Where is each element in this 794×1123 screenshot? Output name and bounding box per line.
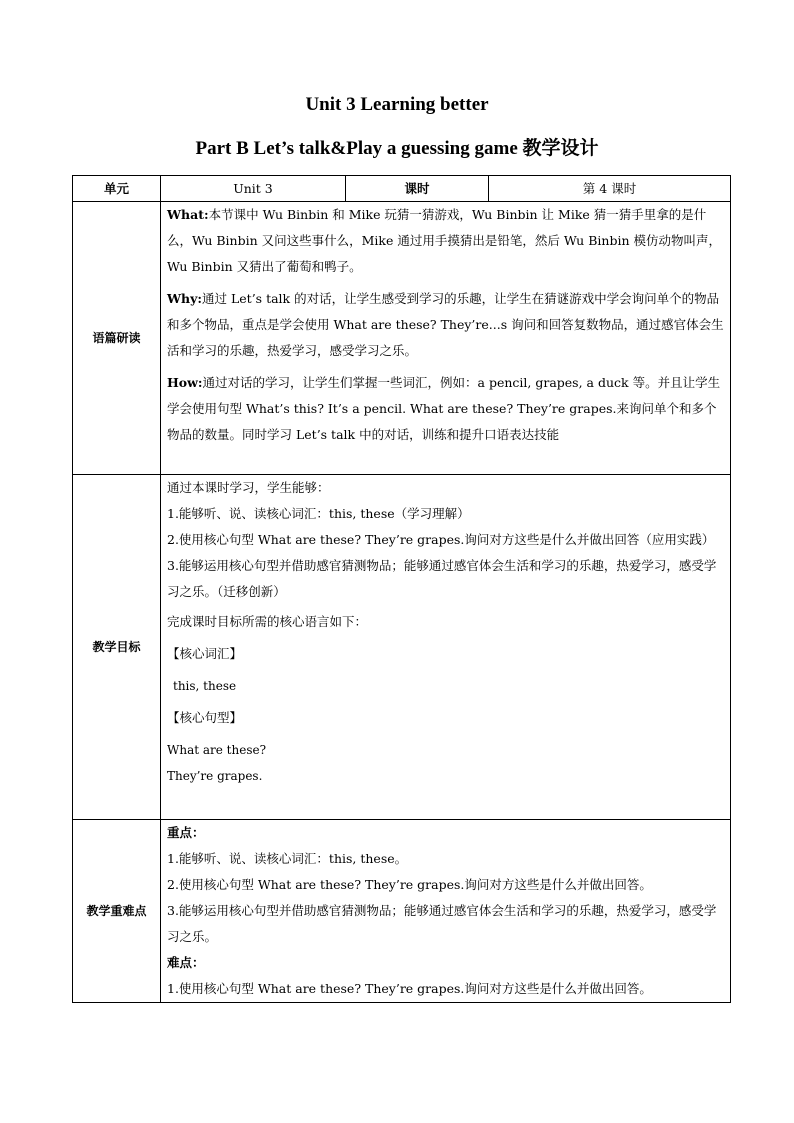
sentence-line: What are these? [167, 743, 267, 757]
analysis-label: 语篇研读 [73, 202, 161, 475]
key-points-content [161, 820, 731, 1003]
objectives-content [161, 475, 731, 820]
difficult-heading: 难点： [167, 955, 205, 970]
key-item: 2.使用核心句型 What are these? They’re grapes.询问对方这些是什么并做出回答。 [167, 877, 652, 892]
what-paragraph [167, 202, 724, 280]
unit-label: 单元 [73, 176, 161, 202]
how-text: 通过对话的学习，让学生们掌握一些词汇，例如：a pencil, grapes, a duck 等。并且让学生学会使用句型 What’s this? It’s a pencil. What are these? They’re grapes.来询问单个和多个物品的数量。同时学习 Let’s talk 中的对话，训练和提升口语表达技能 [167, 375, 721, 442]
analysis-content [161, 202, 731, 475]
why-text: 通过 Let’s talk 的对话，让学生感受到学习的乐趣，让学生在猜谜游戏中学会询问单个的物品和多个物品，重点是学会使用 What are these? They’re...s 询问和回答复数物品，通过感官体会生活和学习的乐趣，热爱学习，感受学习之乐。 [167, 291, 724, 358]
what-lead: What: [167, 207, 209, 222]
key-item: 3.能够运用核心句型并借助感官猜测物品；能够通过感官体会生活和学习的乐趣，热爱学习，感受学习之乐。 [167, 903, 717, 944]
key-points-row [73, 820, 731, 1003]
objective-item: 2.使用核心句型 What are these? They’re grapes.询问对方这些是什么并做出回答（应用实践） [167, 532, 715, 547]
sentence-line: They’re grapes. [167, 769, 263, 783]
unit-value: Unit 3 [161, 176, 346, 202]
sentence-heading: 【核心句型】 [167, 710, 243, 725]
why-lead: Why: [167, 291, 203, 306]
objectives-row [73, 475, 731, 820]
how-paragraph [167, 370, 724, 448]
vocab-list: this, these [173, 679, 237, 693]
vocab-heading: 【核心词汇】 [167, 646, 243, 661]
objective-item: 1.能够听、说、读核心词汇：this, these（学习理解） [167, 506, 470, 521]
key-points-label: 教学重难点 [73, 820, 161, 1003]
lesson-value: 第 4 课时 [489, 176, 731, 202]
lesson-label: 课时 [346, 176, 489, 202]
header-row [73, 176, 731, 202]
document-title: Unit 3 Learning better [305, 94, 489, 115]
why-paragraph [167, 286, 724, 364]
objective-item: 3.能够运用核心句型并借助感官猜测物品；能够通过感官体会生活和学习的乐趣，热爱学习，感受学习之乐。（迁移创新） [167, 558, 717, 599]
core-language-intro: 完成课时目标所需的核心语言如下： [167, 614, 368, 629]
difficult-item: 1.使用核心句型 What are these? They’re grapes.询问对方这些是什么并做出回答。 [167, 981, 652, 996]
how-lead: How: [167, 375, 203, 390]
key-item: 1.能够听、说、读核心词汇：this, these。 [167, 851, 408, 866]
analysis-row [73, 202, 731, 475]
what-text: 本节课中 Wu Binbin 和 Mike 玩猜一猜游戏，Wu Binbin 让 Mike 猜一猜手里拿的是什么，Wu Binbin 又问这些事什么，Mike 通过用手摸猜出是铅笔，然后 Wu Binbin 模仿动物叫声，Wu Binbin 又猜出了葡萄和鸭子。 [167, 207, 721, 274]
objectives-label: 教学目标 [73, 475, 161, 820]
lesson-plan-table [72, 175, 731, 1003]
objectives-intro: 通过本课时学习，学生能够： [167, 480, 330, 495]
key-heading: 重点： [167, 825, 205, 840]
document-subtitle: Part B Let’s talk&Play a guessing game 教学设计 [195, 138, 599, 159]
